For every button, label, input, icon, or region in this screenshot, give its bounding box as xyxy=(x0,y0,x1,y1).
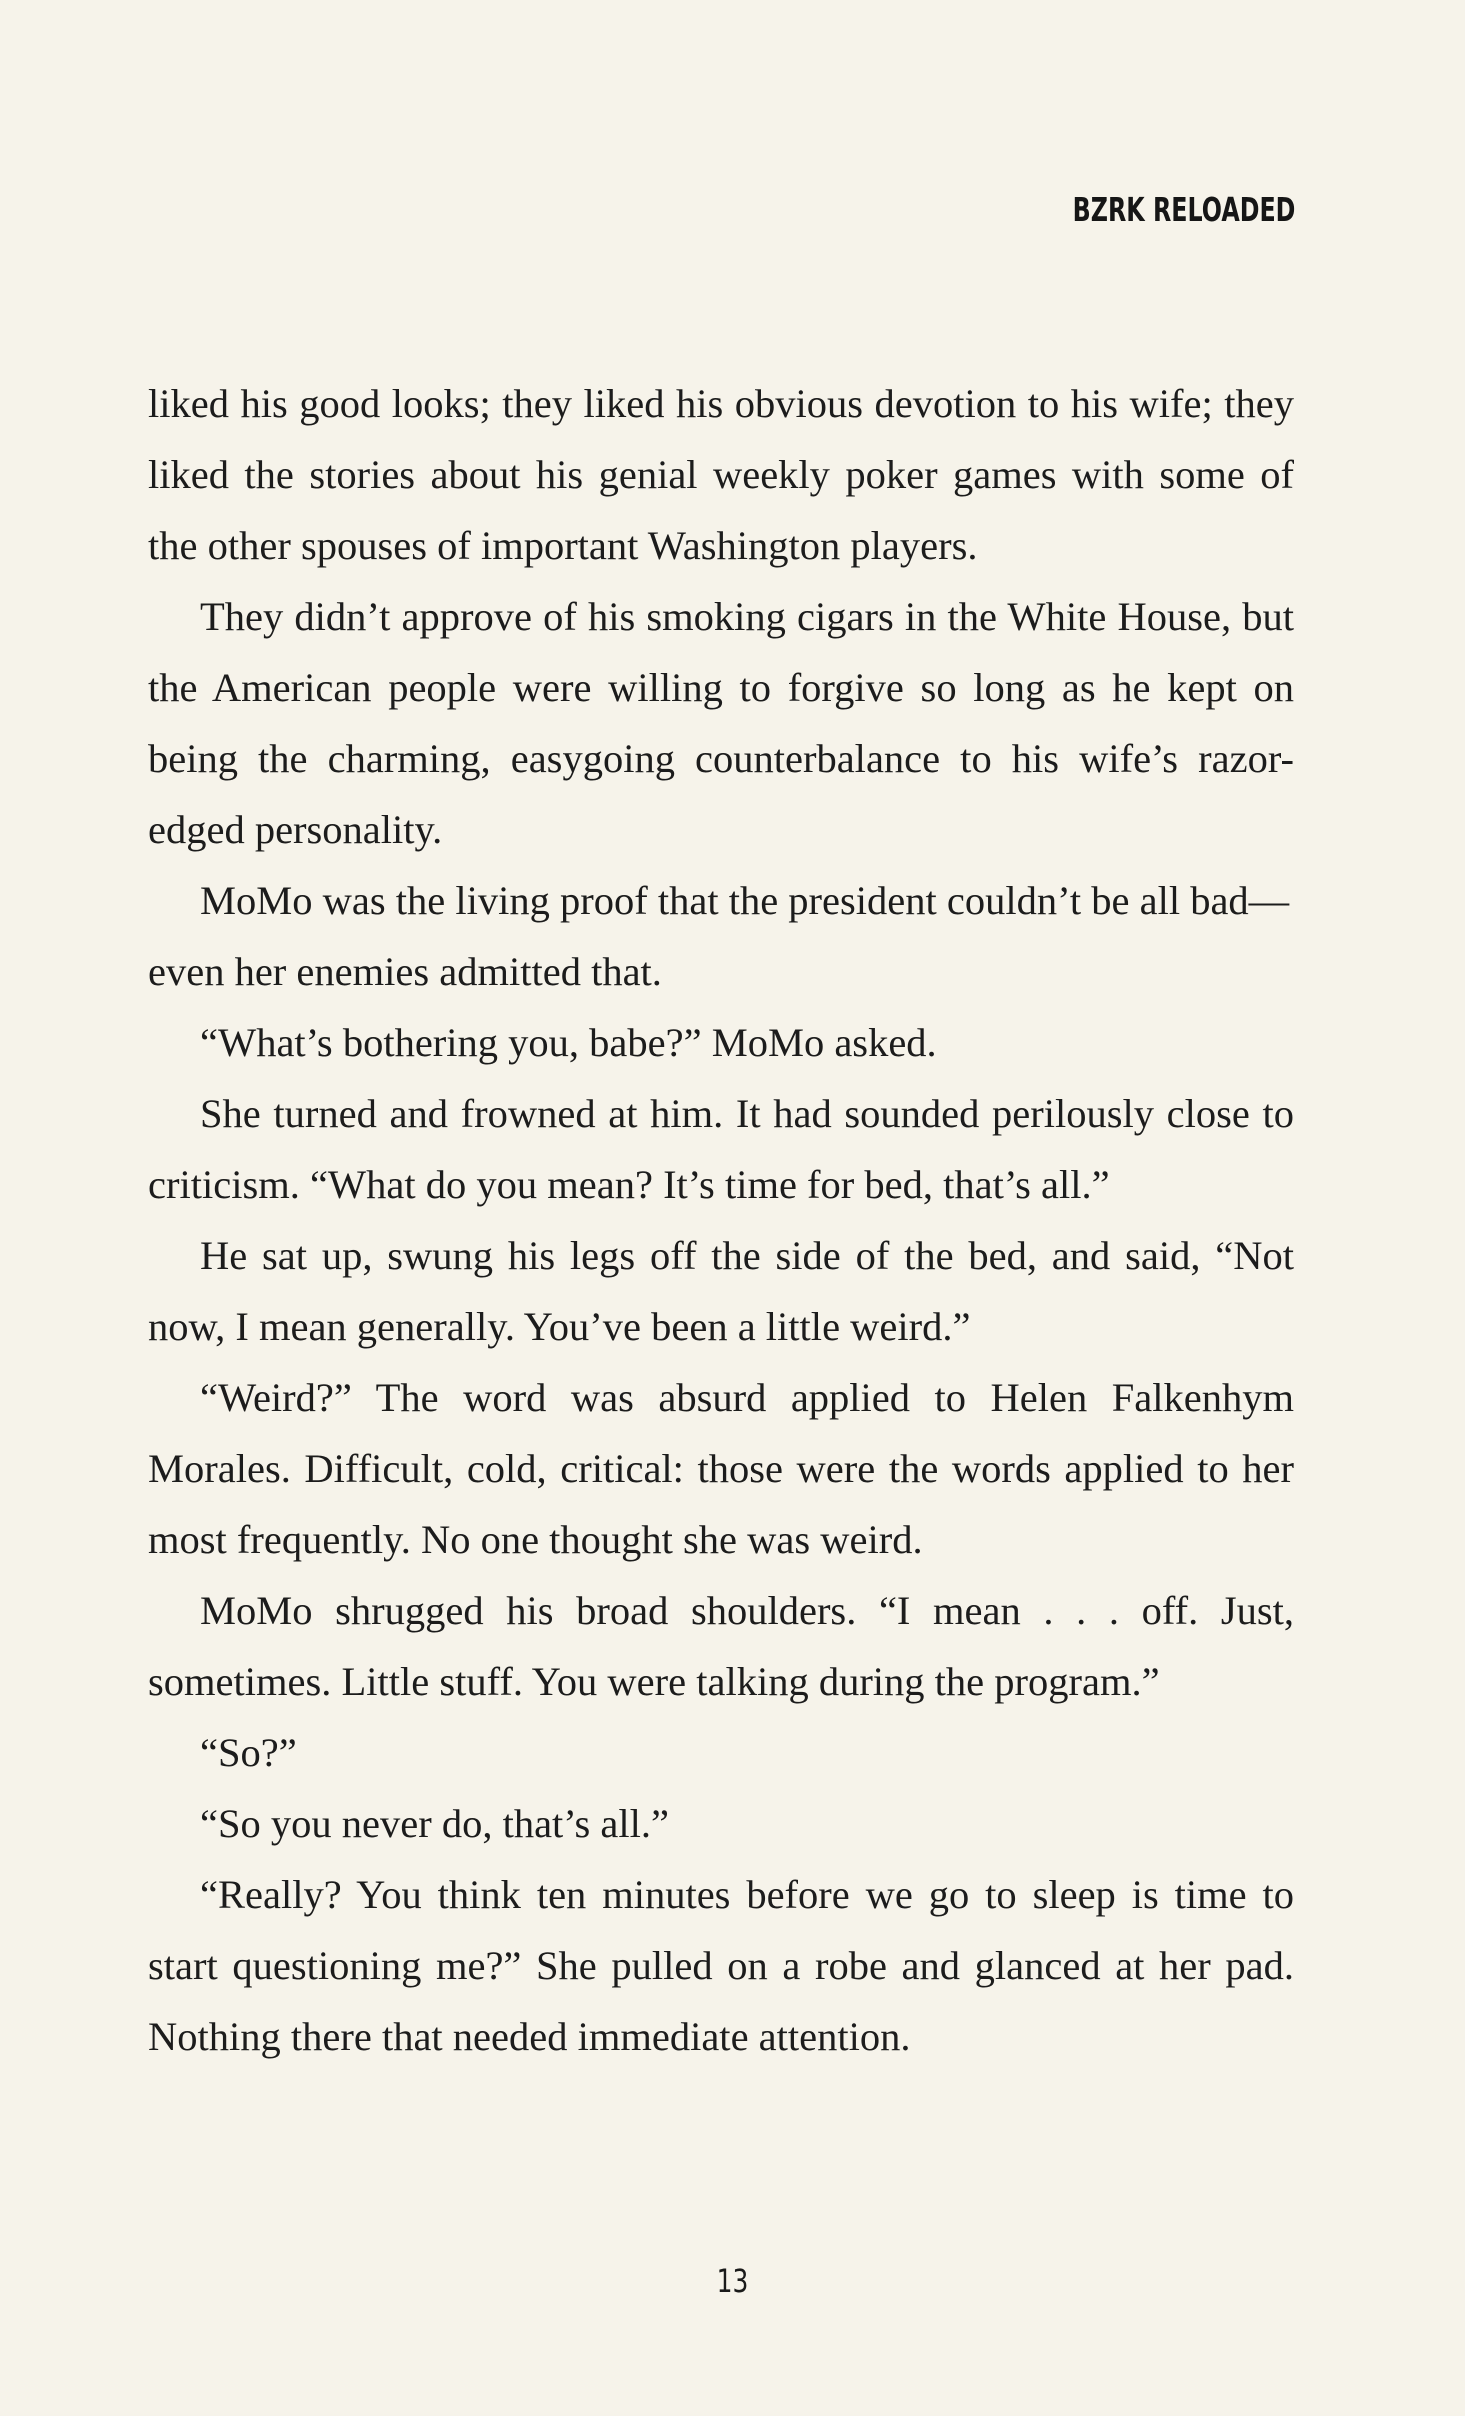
running-head: BZRK RELOADED xyxy=(1072,190,1295,229)
paragraph: He sat up, swung his legs off the side of the bed, and said, “Not now, I mean generally. You’ve been a little weird.” xyxy=(148,1233,1294,1349)
paragraph: “Weird?” The word was absurd applied to Helen Falkenhym Morales. Difficult, cold, critical: those were the words applied to her most frequently. No one thought she was weird. xyxy=(148,1375,1294,1562)
paragraph: “What’s bothering you, babe?” MoMo asked. xyxy=(200,1020,937,1065)
paragraph: MoMo was the living proof that the president couldn’t be all bad—even her enemies admitted that. xyxy=(148,878,1290,994)
paragraph: “So you never do, that’s all.” xyxy=(200,1801,670,1846)
paragraph: MoMo shrugged his broad shoulders. “I mean . . . off. Just, sometimes. Little stuff. You were talking during the program.” xyxy=(148,1588,1294,1704)
body-text xyxy=(148,368,1294,2072)
paragraph: “So?” xyxy=(200,1730,297,1775)
paragraph: She turned and frowned at him. It had sounded perilously close to criticism. “What do you mean? It’s time for bed, that’s all.” xyxy=(148,1091,1294,1207)
paragraph: “Really? You think ten minutes before we go to sleep is time to start questioning me?” She pulled on a robe and glanced at her pad. Nothing there that needed immediate attention. xyxy=(148,1872,1294,2059)
page-number: 13 xyxy=(716,2262,749,2300)
paragraph: liked his good looks; they liked his obvious devotion to his wife; they liked the stories about his genial weekly poker games with some of the other spouses of important Washington players. xyxy=(148,381,1294,568)
paragraph: They didn’t approve of his smoking cigars in the White House, but the American people were willing to forgive so long as he kept on being the charming, easygoing counterbalance to his wife’s razor-edged personality. xyxy=(148,594,1294,852)
